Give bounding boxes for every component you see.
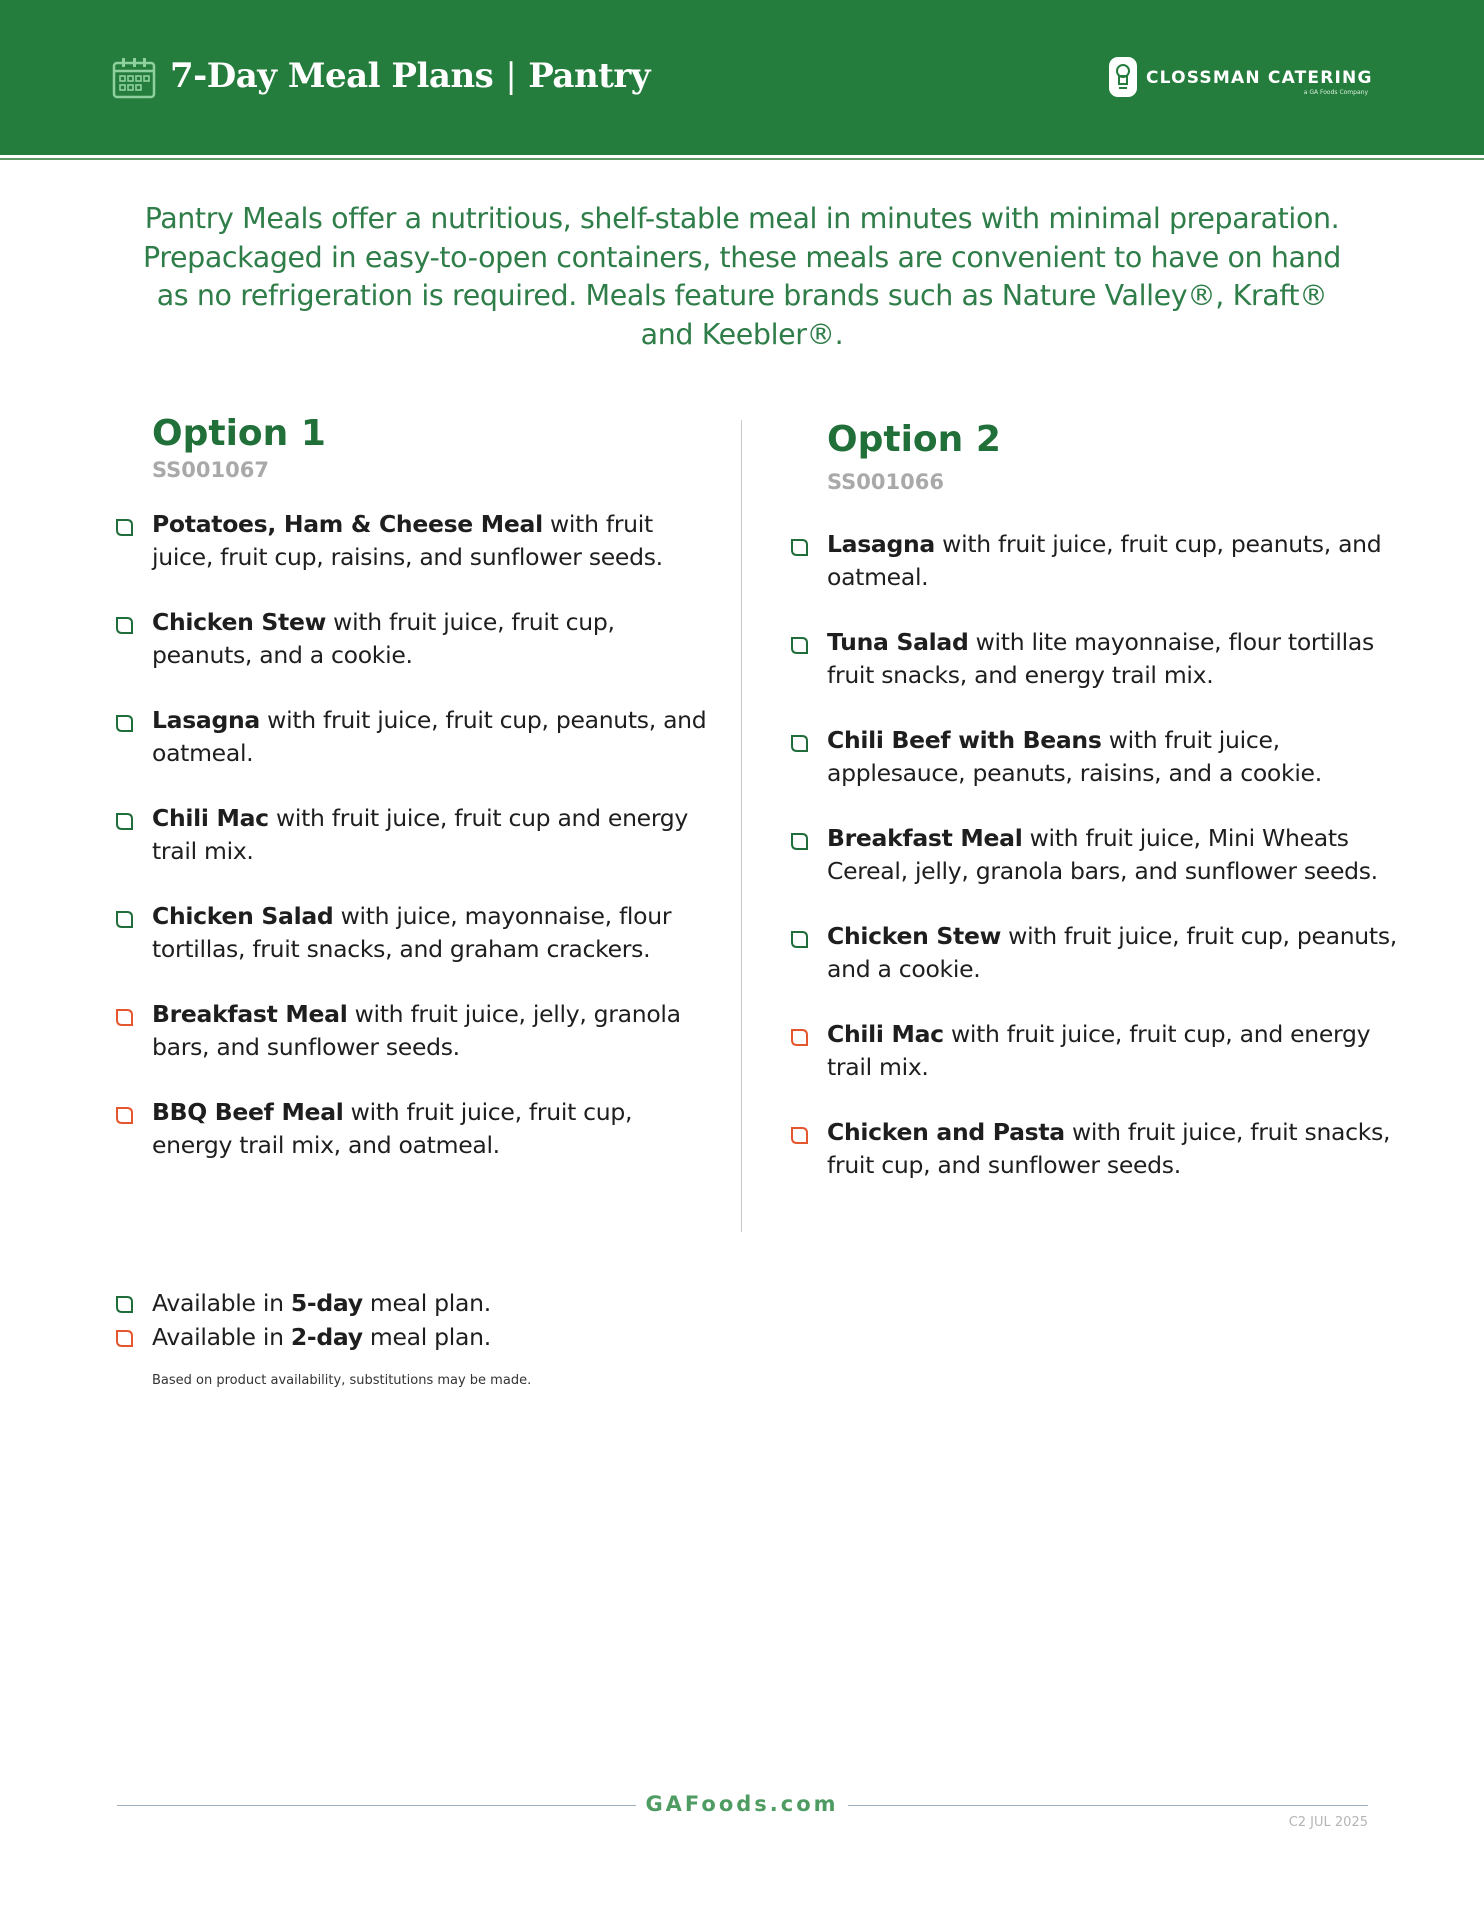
- meal-description: with fruit juice, Mini Wheats Cereal, jelly, granola bars, and sunflower seeds.: [827, 824, 1378, 885]
- meal-description: with fruit juice, fruit snacks, fruit cup, and sunflower seeds.: [827, 1118, 1391, 1179]
- leaf-bullet-green-icon: [790, 832, 809, 851]
- meal-description: with fruit juice, applesauce, peanuts, raisins, and a cookie.: [827, 726, 1322, 787]
- meal-description: with fruit juice, fruit cup, peanuts, and a cookie.: [827, 922, 1397, 983]
- legend-two-day: [112, 1320, 812, 1354]
- meal-item: [112, 606, 712, 672]
- brand-tagline: a GA Foods Company: [1303, 89, 1368, 96]
- meal-name: Chili Mac: [152, 804, 269, 832]
- meal-description: with fruit juice, fruit cup, peanuts, and a cookie.: [152, 608, 615, 669]
- header-banner: [0, 0, 1484, 155]
- footer-rule-left: [117, 1805, 636, 1806]
- column-divider: [741, 420, 742, 1232]
- meal-item: [787, 1116, 1407, 1182]
- option-code: SS001067: [152, 458, 269, 482]
- meal-name: Breakfast Meal: [827, 824, 1023, 852]
- meal-list: [787, 528, 1407, 1182]
- leaf-bullet-green-icon: [115, 518, 134, 537]
- leaf-bullet-green-icon: [790, 538, 809, 557]
- meal-name: Chili Beef with Beans: [827, 726, 1102, 754]
- option-title: Option 1: [152, 413, 326, 454]
- footer-link[interactable]: GAFoods.com: [645, 1792, 839, 1816]
- legend-five-day: [112, 1286, 812, 1320]
- intro-paragraph: Pantry Meals offer a nutritious, shelf-stable meal in minutes with minimal preparation. Prepackaged in easy-to-open containers, these meals are convenient to have on hand as no refrigeration is required. Meals feature brands such as Nature Valley®, Kraft® and Keebler®.: [143, 202, 1341, 351]
- meal-item: [787, 626, 1407, 692]
- meal-description: with fruit juice, fruit cup, peanuts, and oatmeal.: [152, 706, 707, 767]
- meal-name: Chicken Salad: [152, 902, 334, 930]
- meal-item: [787, 528, 1407, 594]
- meal-description: with fruit juice, fruit cup, energy trail mix, and oatmeal.: [152, 1098, 633, 1159]
- meal-item: [787, 1018, 1407, 1084]
- meal-name: Potatoes, Ham & Cheese Meal: [152, 510, 543, 538]
- option-2-column: [787, 418, 1407, 1214]
- meal-item: [112, 1096, 712, 1162]
- meal-description: with fruit juice, fruit cup, raisins, and sunflower seeds.: [152, 510, 663, 571]
- legend-text: meal plan.: [362, 1289, 491, 1317]
- leaf-bullet-orange-icon: [115, 1106, 134, 1125]
- calendar-icon: [112, 57, 156, 99]
- option-title: Option 2: [827, 419, 1001, 460]
- meal-description: with juice, mayonnaise, flour tortillas, fruit snacks, and graham crackers.: [152, 902, 672, 963]
- leaf-bullet-green-icon: [115, 616, 134, 635]
- leaf-bullet-orange-icon: [790, 1028, 809, 1047]
- legend-text: meal plan.: [362, 1323, 491, 1351]
- meal-item: [112, 704, 712, 770]
- legend-bold: 5-day: [290, 1289, 363, 1317]
- option-code: SS001066: [827, 470, 944, 494]
- leaf-bullet-green-icon: [790, 636, 809, 655]
- meal-name: Chicken and Pasta: [827, 1118, 1065, 1146]
- chef-hat-icon: [1109, 57, 1137, 97]
- leaf-bullet-orange-icon: [790, 1126, 809, 1145]
- meal-item: [787, 822, 1407, 888]
- leaf-bullet-green-icon: [115, 714, 134, 733]
- header-rule: [0, 158, 1484, 160]
- availability-note: Based on product availability, substitutions may be made.: [152, 1373, 532, 1388]
- legend-bold: 2-day: [290, 1323, 363, 1351]
- meal-name: Breakfast Meal: [152, 1000, 348, 1028]
- meal-item: [112, 802, 712, 868]
- meal-item: [112, 900, 712, 966]
- title-sub: Pantry: [528, 56, 651, 96]
- meal-name: Lasagna: [827, 530, 935, 558]
- leaf-bullet-green-icon: [790, 930, 809, 949]
- meal-description: with lite mayonnaise, flour tortillas fruit snacks, and energy trail mix.: [827, 628, 1374, 689]
- title-main: 7-Day Meal Plans: [170, 56, 494, 96]
- option-1-column: [112, 412, 712, 1194]
- meal-name: Chili Mac: [827, 1020, 944, 1048]
- leaf-bullet-green-icon: [115, 1295, 134, 1314]
- legend-text: Available in: [152, 1289, 291, 1317]
- meal-list: [112, 508, 712, 1162]
- meal-name: Lasagna: [152, 706, 260, 734]
- meal-description: with fruit juice, fruit cup and energy trail mix.: [152, 804, 689, 865]
- legend: [112, 1286, 812, 1354]
- leaf-bullet-green-icon: [115, 812, 134, 831]
- meal-item: [112, 998, 712, 1064]
- meal-name: BBQ Beef Meal: [152, 1098, 344, 1126]
- document-code: C2 JUL 2025: [1288, 1815, 1368, 1830]
- meal-description: with fruit juice, jelly, granola bars, and sunflower seeds.: [152, 1000, 681, 1061]
- meal-item: [787, 724, 1407, 790]
- meal-name: Chicken Stew: [827, 922, 1002, 950]
- meal-description: with fruit juice, fruit cup, peanuts, and oatmeal.: [827, 530, 1382, 591]
- meal-name: Tuna Salad: [827, 628, 969, 656]
- footer-rule-right: [848, 1805, 1368, 1806]
- page-title: [170, 56, 650, 96]
- meal-item: [112, 508, 712, 574]
- meal-name: Chicken Stew: [152, 608, 327, 636]
- title-separator: |: [505, 56, 517, 96]
- leaf-bullet-green-icon: [115, 910, 134, 929]
- leaf-bullet-orange-icon: [115, 1329, 134, 1348]
- meal-item: [787, 920, 1407, 986]
- brand-name: CLOSSMAN CATERING: [1146, 68, 1373, 88]
- meal-description: with fruit juice, fruit cup, and energy trail mix.: [827, 1020, 1371, 1081]
- leaf-bullet-orange-icon: [115, 1008, 134, 1027]
- legend-text: Available in: [152, 1323, 291, 1351]
- leaf-bullet-green-icon: [790, 734, 809, 753]
